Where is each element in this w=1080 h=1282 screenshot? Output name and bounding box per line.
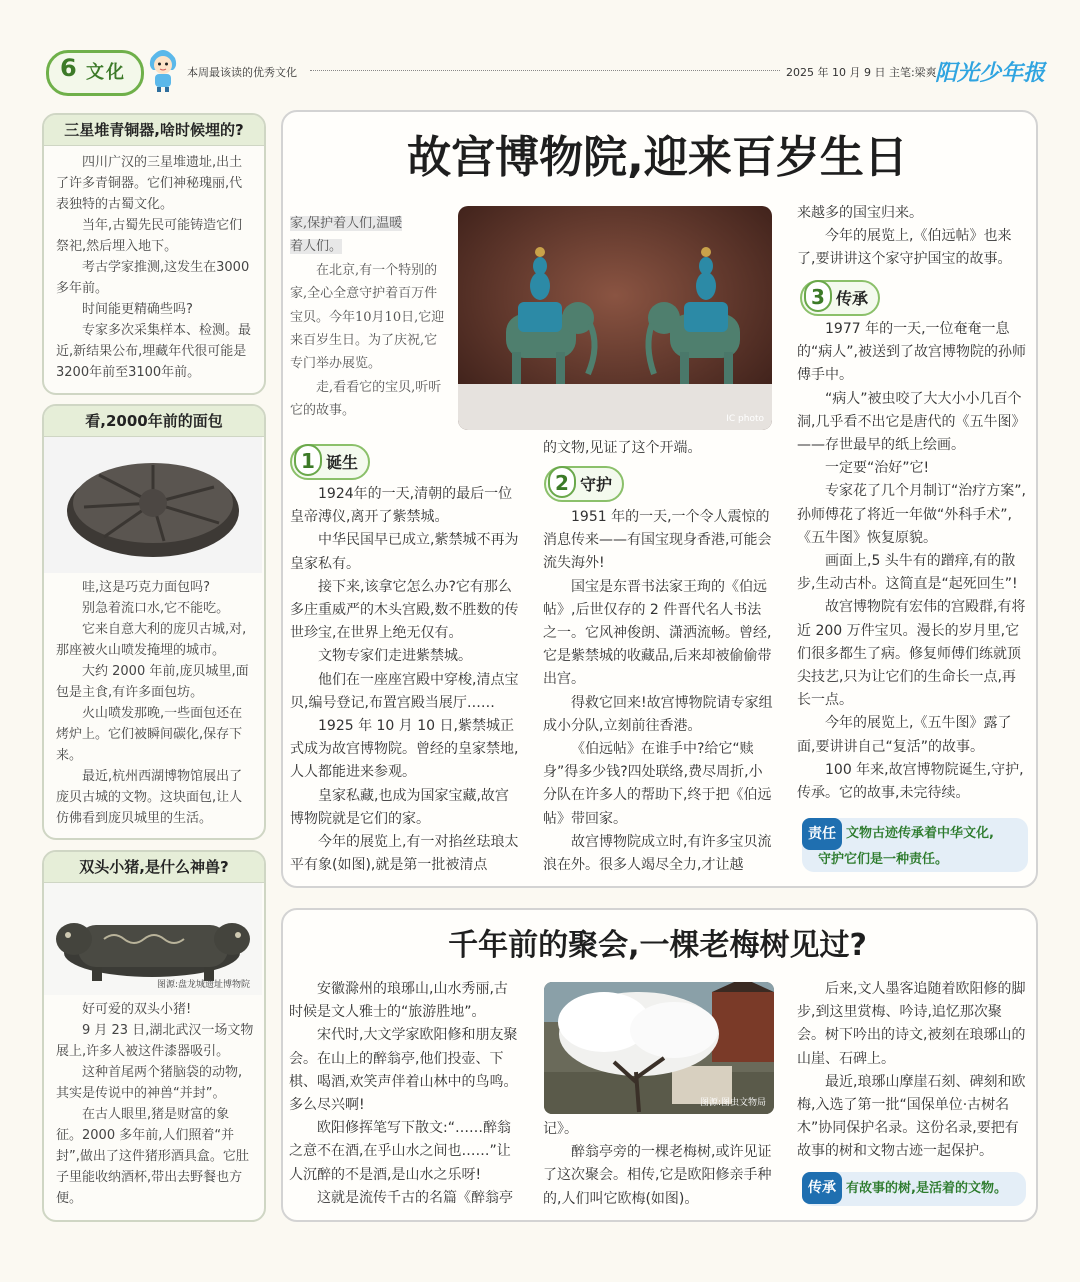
article-column-3 (797, 318, 1029, 805)
article2-column-3 (797, 978, 1029, 1164)
body-paragraph: 皇家私藏,也成为国家宝藏,故宫博物院就是它们的家。 (290, 787, 509, 827)
tag-text: 守护它们是一种责任。 (818, 852, 949, 867)
body-paragraph: 1951 年的一天,一个令人震惊的消息传来——有国宝现身香港,可能会流失海外! (543, 509, 772, 572)
body-paragraph: 最近,琅琊山摩崖石刻、碑刻和欧梅,入选了第一批“国保单位·古树名木”协同保护名录。这份名录,要把有故事的树和文物古迹一起保护。 (797, 1073, 1026, 1160)
subheading-text: 诞生 (326, 453, 359, 472)
intro-line: 家,保护着人们,温暖 (290, 216, 403, 231)
article-title: 千年前的聚会,一棵老梅树见过? (448, 928, 867, 963)
tag-text: 文物古迹传承着中华文化, (846, 826, 994, 841)
sidebar-box-title: 双头小猪,是什么神兽? (44, 852, 264, 883)
subheading-birth (290, 444, 370, 480)
article-column-1 (290, 483, 520, 877)
body-paragraph: 接下来,该拿它怎么办?它有那么多庄重威严的木头宫殿,数不胜数的传世珍宝,在世界上绝无仅有。 (290, 578, 519, 642)
body-paragraph: 国宝是东晋书法家王珣的《伯远帖》,后世仅存的 2 件晋代名人书法之一。它风神俊朗、潇洒流畅。曾经,它是紫禁城的收藏品,后来却被偷偷带出宫。 (543, 578, 772, 688)
elephant-photo (458, 206, 772, 430)
sidebar-paragraph: 别急着流口水,它不能吃。 (82, 601, 230, 616)
sidebar-paragraph: 9 月 23 日,湖北武汉一场文物展上,许多人被这件漆器吸引。 (56, 1023, 254, 1059)
article-intro (290, 212, 448, 423)
body-paragraph: 今年的展览上,有一对掐丝珐琅太平有象(如图),就是第一批被清点 (290, 834, 519, 874)
header-date-editor: 2025 年 10 月 9 日 主笔:梁爽 (786, 66, 937, 79)
body-paragraph: 记》。 (543, 1121, 578, 1137)
subheading-inherit (800, 280, 880, 316)
body-paragraph: 专家花了几个月制订“治疗方案”,孙师傅花了将近一年做“外科手术”,《五牛图》恢复原貌。 (797, 483, 1026, 546)
article-column-3-top (797, 202, 1029, 272)
subheading-text: 守护 (580, 475, 613, 494)
body-paragraph: 后来,文人墨客追随着欧阳修的脚步,到这里赏梅、吟诗,追忆那次聚会。树下吟出的诗文,被刻在琅琊山的山崖、石碑上。 (797, 981, 1026, 1067)
subheading-number: 3 (804, 280, 832, 312)
body-paragraph: 宋代时,大文学家欧阳修和朋友聚会。在山上的醉翁亭,他们投壶、下棋、喝酒,欢笑声伴着山林中的鸟鸣。多么尽兴啊! (289, 1027, 518, 1114)
tag-text: 有故事的树,是活着的文物。 (846, 1181, 1007, 1196)
page-number: 6 (60, 54, 77, 82)
intro-paragraph: 在北京,有一个特别的家,全心全意守护着百万件宝贝。今年10月10日,它迎来百岁生日。为了庆祝,它专门举办展览。 (290, 262, 445, 372)
body-paragraph: 文物专家们走进紫禁城。 (318, 648, 472, 665)
photo-credit: 图源:图虫文物局 (699, 1098, 766, 1108)
body-paragraph: 来越多的国宝归来。 (797, 205, 923, 221)
sidebar-paragraph: 最近,杭州西湖博物馆展出了庞贝古城的文物。这块面包,让人仿佛看到庞贝城里的生活。 (56, 769, 243, 826)
body-paragraph: 故宫博物院有宏伟的宫殿群,有将近 200 万件宝贝。漫长的岁月里,它们很多都生了病。修复师傅们练就顶尖技艺,只为让它们的生命长一点,再长一点。 (797, 599, 1026, 709)
sidebar-paragraph: 在古人眼里,猪是财富的象征。2000 多年前,人们照着“并封”,做出了这件猪形酒具盒。它肚子里能收纳酒杯,带出去野餐也方便。 (56, 1107, 249, 1206)
subheading-number: 2 (548, 466, 576, 498)
takeaway-tag (802, 818, 1028, 872)
body-paragraph: 1925 年 10 月 10 日,紫禁城正式成为故宫博物院。曾经的皇家禁地,人人都能进来参观。 (290, 718, 519, 781)
article-column-2-top (543, 437, 775, 460)
takeaway-tag (802, 1172, 1026, 1206)
header-tagline: 本周最该读的优秀文化 (187, 66, 297, 79)
sidebar-box-title: 三星堆青铜器,啥时候埋的? (44, 115, 264, 146)
sidebar-paragraph: 四川广汉的三星堆遗址,出土了许多青铜器。它们神秘瑰丽,代表独特的古蜀文化。 (56, 155, 243, 212)
sidebar-paragraph: 它来自意大利的庞贝古城,对,那座被火山喷发掩埋的城市。 (56, 622, 247, 658)
sidebar-paragraph: 时间能更精确些吗? (82, 302, 193, 317)
article2-column-2 (543, 1118, 775, 1211)
body-paragraph: 100 年来,故宫博物院诞生,守护,传承。它的故事,未完待续。 (797, 761, 1024, 802)
body-paragraph: 1977 年的一天,一位奄奄一息的“病人”,被送到了故宫博物院的孙师傅手中。 (797, 321, 1026, 384)
sidebar-paragraph: 这种首尾两个猪脑袋的动物,其实是传说中的神兽“并封”。 (56, 1065, 243, 1101)
sidebar-box-title: 看,2000年前的面包 (44, 406, 264, 437)
subheading-guard (544, 466, 624, 502)
mascot-icon (145, 44, 181, 92)
sidebar-box-sanxingdui (42, 113, 266, 395)
sidebar-paragraph: 大约 2000 年前,庞贝城里,面包是主食,有许多面包坊。 (56, 664, 249, 700)
newspaper-logo: 阳光少年报 (935, 61, 1046, 86)
article-column-2 (543, 506, 775, 877)
body-paragraph: 这就是流传千古的名篇《醉翁亭 (317, 1189, 513, 1206)
cloisonne-elephants-image (458, 206, 772, 430)
sidebar-paragraph: 当年,古蜀先民可能铸造它们祭祀,然后埋入地下。 (56, 218, 243, 254)
tag-label: 责任 (802, 818, 842, 850)
article-title: 故宫博物院,迎来百岁生日 (407, 132, 908, 183)
body-paragraph: 1924年的一天,清朝的最后一位皇帝溥仪,离开了紫禁城。 (290, 486, 513, 526)
sidebar-paragraph: 哇,这是巧克力面包吗? (82, 580, 211, 595)
sidebar-box-bread (42, 404, 266, 840)
sidebar-box-pig (42, 850, 266, 1222)
body-paragraph: 他们在一座座宫殿中穿梭,清点宝贝,编号登记,布置宫殿当展厅…… (290, 671, 519, 711)
body-paragraph: 安徽滁州的琅琊山,山水秀丽,古时候是文人雅士的“旅游胜地”。 (289, 981, 508, 1021)
sidebar-paragraph: 火山喷发那晚,一些面包还在烤炉上。它们被瞬间碳化,保存下来。 (56, 706, 243, 763)
body-paragraph: 今年的展览上,《伯远帖》也来了,要讲讲这个家守护国宝的故事。 (797, 228, 1012, 268)
subheading-text: 传承 (836, 289, 869, 308)
body-paragraph: 故宫博物院成立时,有许多宝贝流浪在外。很多人竭尽全力,才让越 (543, 833, 772, 874)
plum-tree-photo (544, 982, 774, 1114)
body-paragraph: 欧阳修挥笔写下散文:“……醉翁之意不在酒,在乎山水之间也……”让人沉醉的不是酒,是山水之乐呀! (289, 1120, 511, 1183)
header-divider (310, 70, 780, 71)
body-paragraph: 《伯远帖》在谁手中?给它“赎身”得多少钱?四处联络,费尽周折,小分队在许多人的帮助下,终于把《伯远帖》带回家。 (543, 741, 772, 827)
intro-line: 着人们。 (290, 239, 343, 255)
bread-photo (44, 437, 262, 573)
photo-credit: 图源:盘龙城遗址博物院 (156, 980, 250, 990)
body-paragraph: 一定要“治好”它! (825, 460, 930, 477)
body-paragraph: 画面上,5 头牛有的蹭痒,有的散步,生动古朴。这简直是“起死回生”! (797, 553, 1018, 593)
sidebar-paragraph: 专家多次采集样本、检测。最近,新结果公布,埋藏年代很可能是3200年前至3100年前。 (56, 323, 252, 380)
section-name: 文化 (86, 62, 126, 83)
body-paragraph: “病人”被虫咬了大大小小几百个洞,几乎看不出它是唐代的《五牛图》——存世最早的纸上绘画。 (797, 390, 1026, 454)
body-paragraph: 中华民国早已成立,紫禁城不再为皇家私有。 (290, 532, 519, 572)
photo-credit: IC photo (726, 414, 764, 424)
intro-paragraph: 走,看看它的宝贝,听听它的故事。 (290, 379, 442, 419)
body-paragraph: 的文物,见证了这个开端。 (543, 440, 702, 456)
sidebar-paragraph: 考古学家推测,这发生在3000多年前。 (56, 260, 250, 296)
body-paragraph: 今年的展览上,《五牛图》露了面,要讲讲自己“复活”的故事。 (797, 715, 1012, 755)
body-paragraph: 醉翁亭旁的一棵老梅树,或许见证了这次聚会。相传,它是欧阳修亲手种的,人们叫它欧梅(如图)。 (543, 1144, 772, 1207)
body-paragraph: 得救它回来!故宫博物院请专家组成小分队,立刻前往香港。 (543, 694, 773, 734)
subheading-number: 1 (294, 444, 322, 476)
tag-label: 传承 (802, 1172, 842, 1204)
article2-column-1 (289, 978, 521, 1210)
sidebar-paragraph: 好可爱的双头小猪! (82, 1002, 192, 1017)
